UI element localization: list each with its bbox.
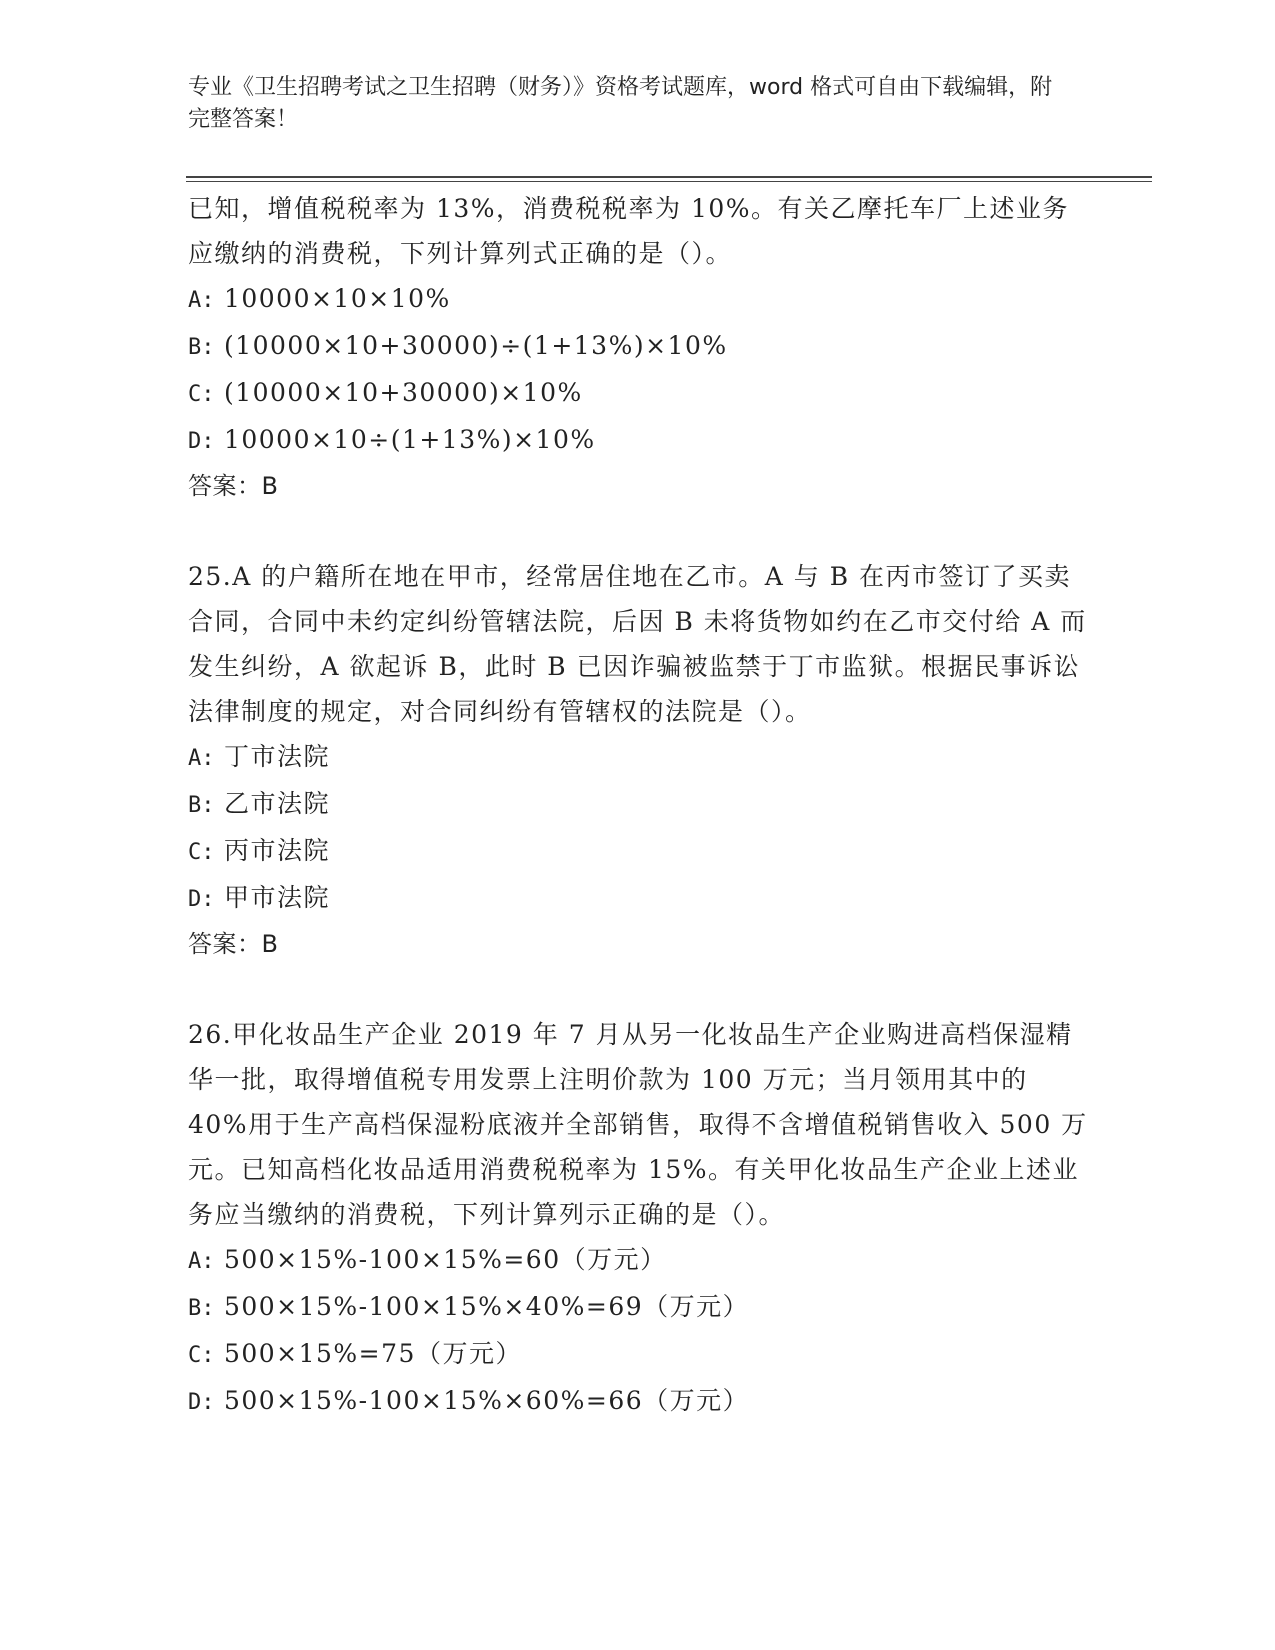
option-letter: B:: [188, 1296, 215, 1321]
option-letter: A:: [188, 288, 215, 313]
option-letter: C:: [188, 1343, 215, 1368]
answer: 答案：B: [188, 472, 279, 500]
question-text: 25.A 的户籍所在地在甲市，经常居住地在乙市。A 与 B 在丙市签订了买卖合同，合同中未约定纠纷管辖法院，后因 B 未将货物如约在乙市交付给 A 而发生纠纷，A 欲起诉 B，此时 B 已因诈骗被监禁于丁市监狱。根据民事诉讼法律制度的规定，对合同纠纷有管辖权的法院是（）。: [188, 562, 1087, 726]
option-text: 500×15%=75（万元）: [223, 1339, 522, 1368]
option-text: 乙市法院: [223, 789, 330, 818]
question-block: [188, 554, 1088, 967]
document-header: 专业《卫生招聘考试之卫生招聘（财务）》资格考试题库，word 格式可自由下载编辑，附完整答案！: [188, 75, 1053, 132]
option-b: [188, 323, 1088, 370]
option-text: 500×15%-100×15%×40%=69（万元）: [223, 1292, 750, 1321]
option-text: 10000×10×10%: [223, 284, 451, 313]
option-d: [188, 417, 1088, 464]
option-letter: B:: [188, 335, 215, 360]
question-text: 已知，增值税税率为 13%，消费税税率为 10%。有关乙摩托车厂上述业务应缴纳的消费税，下列计算列式正确的是（）。: [188, 194, 1070, 268]
option-text: 丙市法院: [223, 836, 330, 865]
option-text: (10000×10+30000)÷(1+13%)×10%: [223, 331, 728, 360]
option-letter: C:: [188, 382, 215, 407]
answer: 答案：B: [188, 930, 279, 958]
option-d: [188, 1378, 1088, 1425]
option-a: [188, 276, 1088, 323]
question-list: [188, 186, 1088, 1470]
option-text: 500×15%-100×15%=60（万元）: [223, 1245, 667, 1274]
option-text: 500×15%-100×15%×60%=66（万元）: [223, 1386, 750, 1415]
header-rule-thin: [186, 181, 1152, 182]
option-b: [188, 781, 1088, 828]
option-text: 丁市法院: [223, 742, 330, 771]
option-b: [188, 1284, 1088, 1331]
option-text: 甲市法院: [223, 883, 330, 912]
option-a: [188, 734, 1088, 781]
question-block: [188, 1012, 1088, 1425]
option-letter: D:: [188, 429, 215, 454]
option-letter: D:: [188, 887, 215, 912]
question-block: [188, 186, 1088, 509]
option-letter: A:: [188, 746, 215, 771]
option-d: [188, 875, 1088, 922]
option-text: 10000×10÷(1+13%)×10%: [223, 425, 596, 454]
option-letter: C:: [188, 840, 215, 865]
option-a: [188, 1237, 1088, 1284]
option-c: [188, 1331, 1088, 1378]
header-rule-thick: [186, 176, 1152, 178]
option-c: [188, 828, 1088, 875]
option-letter: B:: [188, 793, 215, 818]
question-text: 26.甲化妆品生产企业 2019 年 7 月从另一化妆品生产企业购进高档保湿精华一批，取得增值税专用发票上注明价款为 100 万元；当月领用其中的 40%用于生产高档保湿粉底液并全部销售，取得不含增值税销售收入 500 万元。已知高档化妆品适用消费税税率为 15%。有关甲化妆品生产企业上述业务应当缴纳的消费税，下列计算列示正确的是（）。: [188, 1020, 1088, 1229]
option-c: [188, 370, 1088, 417]
option-text: (10000×10+30000)×10%: [223, 378, 583, 407]
option-letter: A:: [188, 1249, 215, 1274]
option-letter: D:: [188, 1390, 215, 1415]
